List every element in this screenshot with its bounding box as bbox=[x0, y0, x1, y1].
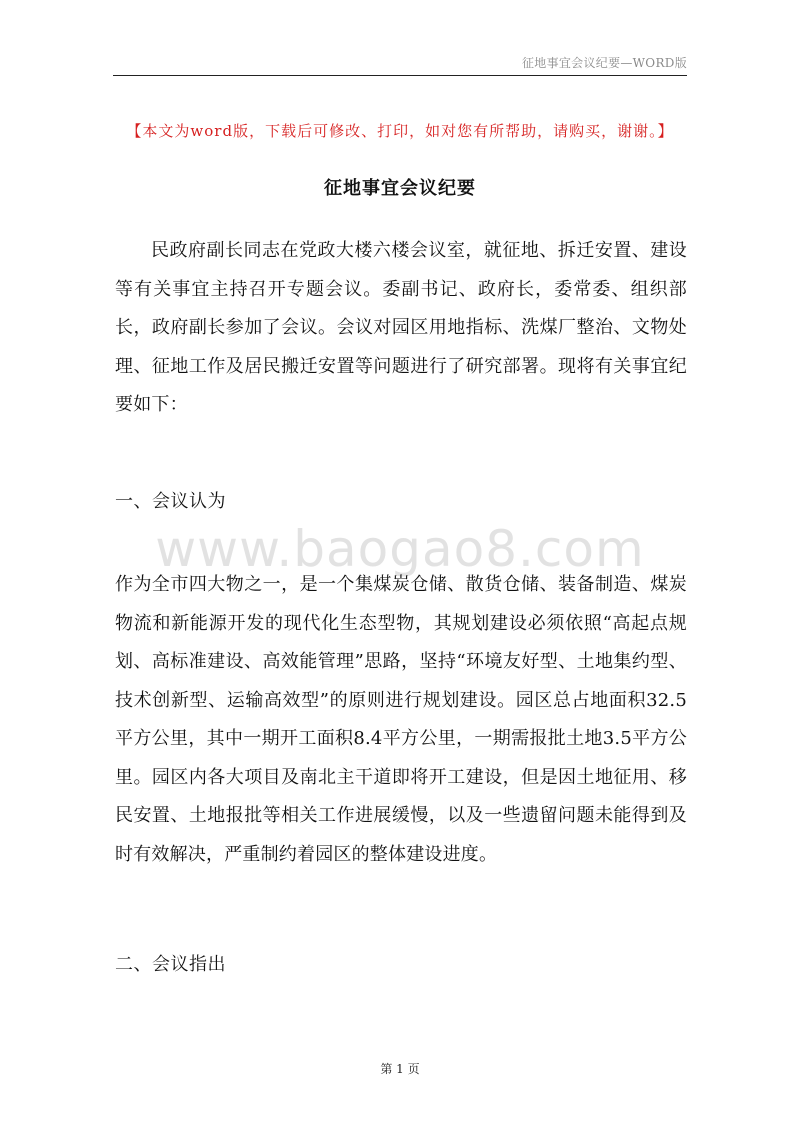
intro-paragraph: 民政府副长同志在党政大楼六楼会议室，就征地、拆迁安置、建设等有关事宜主持召开专题会议。委副书记、政府长，委常委、组织部长，政府副长参加了会议。会议对园区用地指标、洗煤厂整治、文物处理、征地工作及居民搬迁安置等问题进行了研究部署。现将有关事宜纪要如下： bbox=[115, 240, 687, 415]
purchase-notice: 【本文为word版，下载后可修改、打印，如对您有所帮助，请购买，谢谢。】 bbox=[126, 122, 674, 140]
section-2-heading: 二、会议指出 bbox=[115, 954, 226, 975]
section-1-paragraph: 作为全市四大物之一，是一个集煤炭仓储、散货仓储、装备制造、煤炭物流和新能源开发的现代化生态型物，其规划建设必须依照“高起点规划、高标准建设、高效能管理”思路，坚持“环境友好型、土地集约型、技术创新型、运输高效型”的原则进行规划建设。园区总占地面积32.5平方公里，其中一期开工面积8.4平方公里，一期需报批土地3.5平方公里。园区内各大项目及南北主干道即将开工建设，但是因土地征用、移民安置、土地报批等相关工作进展缓慢，以及一些遗留问题未能得到及时有效解决，严重制约着园区的整体建设进度。 bbox=[115, 574, 687, 865]
section-1-heading: 一、会议认为 bbox=[115, 491, 226, 512]
header-divider bbox=[113, 75, 687, 76]
page-number: 第 1 页 bbox=[380, 1062, 420, 1076]
document-title: 征地事宜会议纪要 bbox=[324, 178, 476, 199]
page-header: 征地事宜会议纪要—WORD版 bbox=[521, 56, 687, 70]
watermark: www.baogao8.com bbox=[155, 520, 645, 578]
